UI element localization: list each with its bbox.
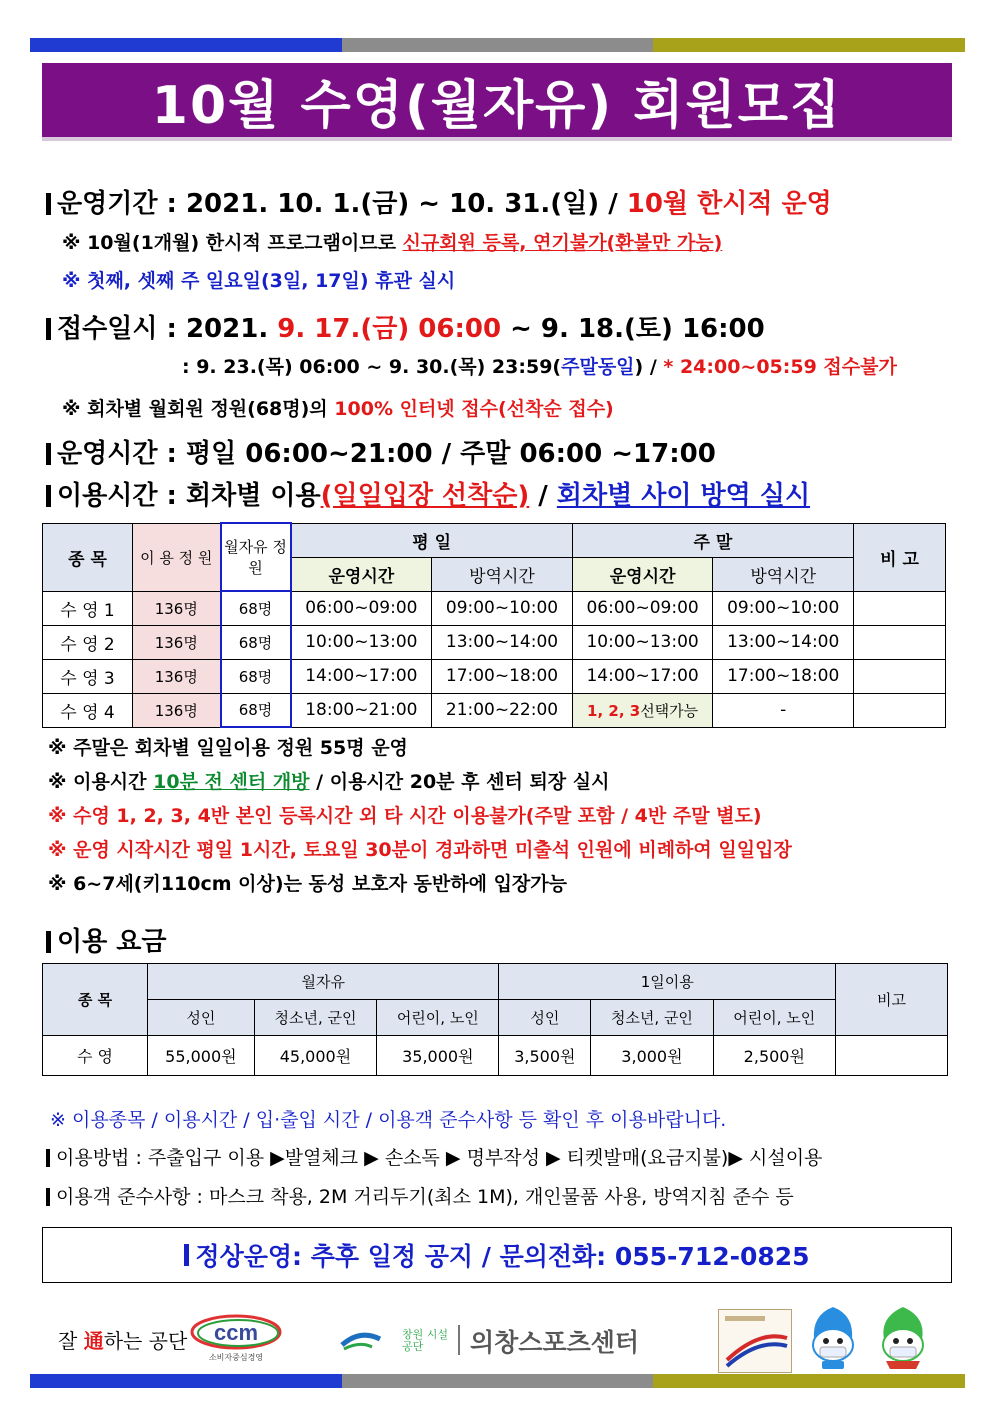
note-2: ※ 이용시간 10분 전 센터 개방 / 이용시간 20분 후 센터 퇴장 실시 — [48, 771, 610, 793]
col-monthly-capacity: 월자유 정원 — [221, 523, 291, 591]
col-weekday: 평 일 — [291, 523, 573, 557]
svg-text:소비자중심경영: 소비자중심경영 — [208, 1353, 264, 1362]
usage-method: 이용방법 : 주출입구 이용 ▶발열체크 ▶ 손소독 ▶ 명부작성 ▶ 티켓발매(요금지불)▶ 시설이용 — [46, 1143, 822, 1170]
col-note: 비 고 — [854, 523, 946, 591]
table-row: 수 영 4 136명 68명 18:00~21:00 21:00~22:00 1, 2, 3선택가능 - — [43, 693, 946, 727]
col-weekend-disinfect: 방역시간 — [713, 557, 854, 591]
mascot-blue-icon — [802, 1305, 864, 1371]
col-item: 종 목 — [43, 523, 133, 591]
col-weekend-op: 운영시간 — [572, 557, 713, 591]
col-weekday-op: 운영시간 — [291, 557, 432, 591]
top-color-bar — [30, 38, 965, 52]
fee-col-daily: 1일이용 — [499, 964, 836, 1000]
ccm-logo — [186, 1310, 286, 1365]
fee-col-item: 종 목 — [43, 964, 148, 1036]
fee-heading: 이용 요금 — [46, 921, 167, 958]
center-name: 의창스포츠센터 — [470, 1328, 640, 1357]
bottom-color-bar — [30, 1374, 965, 1388]
certification-logo — [718, 1309, 792, 1373]
table-row: 수 영 1 136명 68명 06:00~09:00 09:00~10:00 06:00~09:00 09:00~10:00 — [43, 591, 946, 625]
reception-line-2: : 9. 23.(목) 06:00 ~ 9. 30.(목) 23:59(주말동일) / * 24:00~05:59 접수불가 — [182, 356, 897, 378]
org-name-small: 창원 시설공단 — [402, 1328, 449, 1353]
fee-col-note: 비고 — [836, 964, 948, 1036]
col-weekday-disinfect: 방역시간 — [432, 557, 573, 591]
mascot-green-icon — [872, 1305, 934, 1371]
note-1: ※ 주말은 회차별 일일이용 정원 55명 운영 — [48, 737, 408, 759]
operating-hours: 운영시간 : 평일 06:00~21:00 / 주말 06:00 ~17:00 — [46, 433, 716, 470]
fee-table: 종 목 월자유 1일이용 비고 성인 청소년, 군인 어린이, 노인 성인 청소년, 군인 어린이, 노인 수 영 55,000원 45,000원 35,000원 3,500원 3,000원 2,500원 — [42, 963, 948, 1076]
period-note-1: ※ 10월(1개월) 한시적 프로그램이므로 신규회원 등록, 연기불가(환불만 가능) — [62, 232, 723, 254]
note-4: ※ 운영 시작시간 평일 1시간, 토요일 30분이 경과하면 미출석 인원에 비례하여 일일입장 — [48, 839, 792, 861]
slogan: 잘 通하는 공단 — [58, 1329, 188, 1353]
org-logo-icon — [340, 1327, 400, 1361]
reception-note: ※ 회차별 월회원 정원(68명)의 100% 인터넷 접수(선착순 접수) — [62, 398, 614, 420]
svg-text:ccm: ccm — [213, 1320, 259, 1345]
table-row: 수 영 3 136명 68명 14:00~17:00 17:00~18:00 14:00~17:00 17:00~18:00 — [43, 659, 946, 693]
footer — [30, 1305, 965, 1375]
usage-rules: 이용객 준수사항 : 마스크 착용, 2M 거리두기(최소 1M), 개인물품 사용, 방역지침 준수 등 — [46, 1182, 794, 1209]
reception-line: 접수일시 : 2021. 9. 17.(금) 06:00 ~ 9. 18.(토) 16:00 — [46, 308, 765, 345]
confirm-notice: ※ 이용종목 / 이용시간 / 입·출입 시간 / 이용객 준수사항 등 확인 후 이용바랍니다. — [50, 1109, 727, 1131]
period-line: 운영기간 : 2021. 10. 1.(금) ~ 10. 31.(일) / 10월 한시적 운영 — [46, 183, 832, 220]
col-capacity: 이 용 정 원 — [133, 523, 221, 591]
fee-col-monthly: 월자유 — [148, 964, 499, 1000]
table-row: 수 영 55,000원 45,000원 35,000원 3,500원 3,000원 2,500원 — [43, 1036, 948, 1076]
usage-line: 이용시간 : 회차별 이용(일일입장 선착순) / 회차별 사이 방역 실시 — [46, 475, 810, 512]
contact-notice: 정상운영: 추후 일정 공지 / 문의전화: 055-712-0825 — [42, 1227, 952, 1283]
col-weekend: 주 말 — [572, 523, 853, 557]
page-title: 10월 수영(월자유) 회원모집 — [42, 63, 952, 141]
note-5: ※ 6~7세(키110cm 이상)는 동성 보호자 동반하에 입장가능 — [48, 873, 567, 895]
schedule-table — [42, 522, 946, 728]
note-3: ※ 수영 1, 2, 3, 4반 본인 등록시간 외 타 시간 이용불가(주말 포함 / 4반 주말 별도) — [48, 805, 762, 827]
period-note-2: ※ 첫째, 셋째 주 일요일(3일, 17일) 휴관 실시 — [62, 270, 456, 292]
table-row: 수 영 2 136명 68명 10:00~13:00 13:00~14:00 10:00~13:00 13:00~14:00 — [43, 625, 946, 659]
